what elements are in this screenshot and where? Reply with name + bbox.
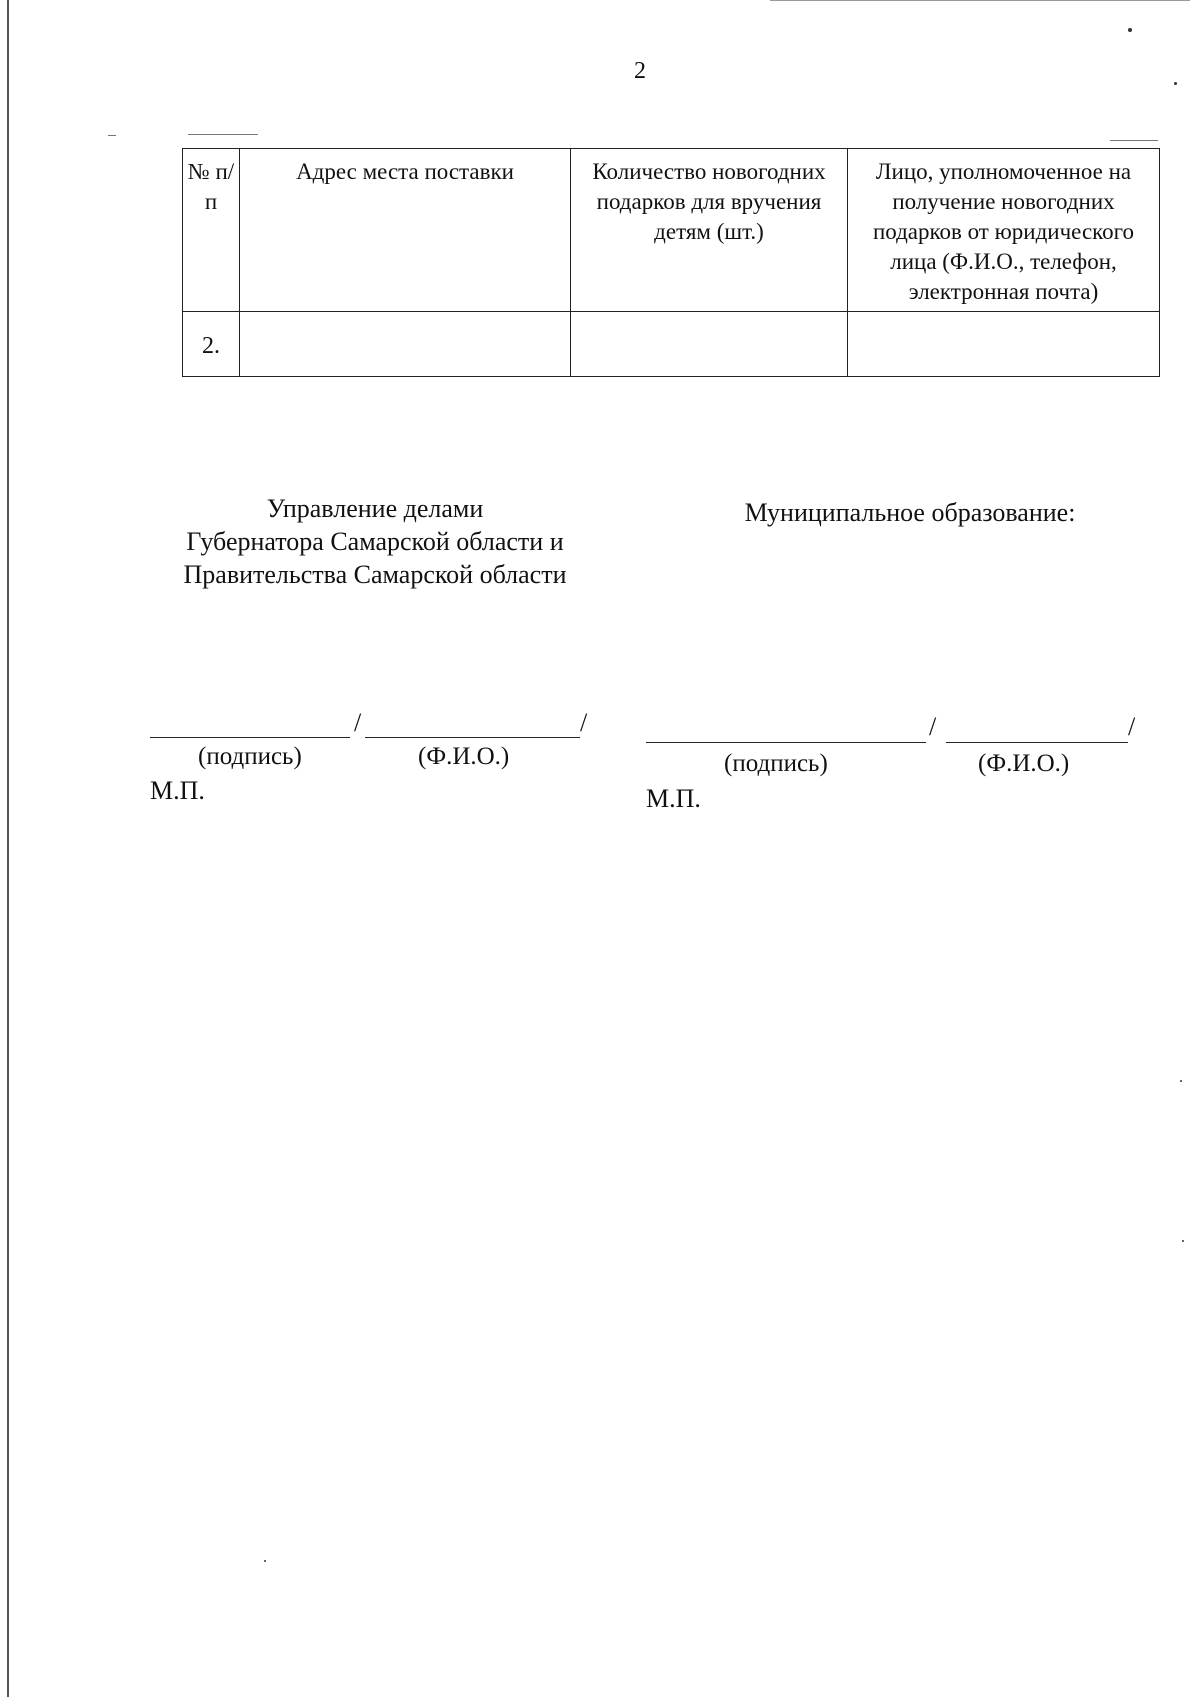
scan-dash [188,134,258,135]
scan-speck [1128,28,1132,32]
scan-speck [1180,1080,1182,1082]
supply-table [182,148,1160,377]
scan-speck [1182,1240,1184,1242]
left-sign-caption: (подпись) [198,743,302,770]
cell-quantity [571,312,848,377]
header-quantity: Количество новогодних подарков для вручения детям (шт.) [571,149,848,312]
table-header-row [183,149,1160,312]
page-number: 2 [634,58,646,84]
table-row [183,312,1160,377]
header-address: Адрес места поставки [240,149,571,312]
left-name-line [365,737,580,738]
right-signature-line [646,742,926,743]
header-authorized-person: Лицо, уполномоченное на получение новогодних подарков от юридического лица (Ф.И.О., телефон, электронная почта) [848,149,1160,312]
right-party-title: Муниципальное образование: [744,498,1076,527]
left-party-line-1: Управление делами [266,494,484,523]
right-name-line [946,742,1128,743]
cell-authorized-person [848,312,1160,377]
scan-dash [1110,140,1158,141]
right-slash-2: / [1128,712,1136,741]
right-name-caption: (Ф.И.О.) [978,750,1070,777]
left-party-line-2: Губернатора Самарской области и [186,527,564,556]
header-number: № п/п [183,149,240,312]
left-slash-1: / [354,708,362,737]
left-name-caption: (Ф.И.О.) [418,743,510,770]
left-signature-line [150,737,350,738]
scan-top-edge [770,0,1190,1]
left-party-line-3: Правительства Самарской области [183,560,567,589]
scan-left-edge [7,0,9,1697]
cell-address [240,312,571,377]
right-stamp-label: М.П. [646,784,701,813]
right-sign-caption: (подпись) [724,750,828,777]
left-party-name [150,492,600,591]
scan-dash [108,135,116,136]
scan-speck [1174,82,1177,85]
right-slash-1: / [929,712,937,741]
scan-speck [264,1560,266,1562]
left-slash-2: / [580,708,588,737]
cell-number: 2. [183,312,240,377]
left-stamp-label: М.П. [150,776,205,805]
